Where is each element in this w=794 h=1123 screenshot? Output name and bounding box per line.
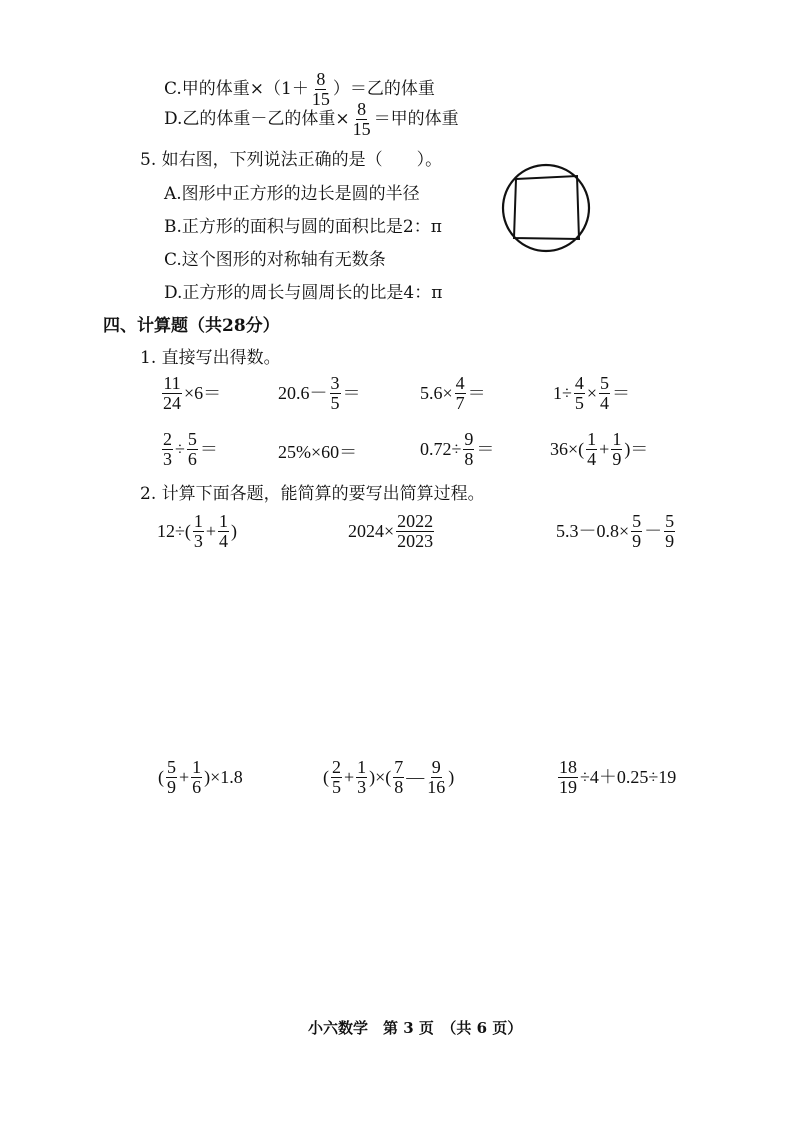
expr-operator: )×(	[369, 767, 392, 788]
circle-square-figure	[500, 162, 592, 254]
fraction-denominator: 4	[600, 392, 610, 413]
expr-1-2-a	[160, 430, 218, 469]
expr-operator: —	[406, 767, 425, 788]
expr-prefix: 0.72÷	[420, 439, 462, 460]
expr-1-1-a	[160, 374, 221, 413]
fraction-numerator: 1	[587, 429, 597, 449]
expr-operator: +	[179, 767, 190, 788]
expr-prefix: 1÷	[553, 383, 572, 404]
fraction-numerator: 2	[163, 429, 172, 449]
expr-1-2-d	[550, 430, 648, 469]
fraction-numerator: 1	[193, 511, 203, 531]
fraction-denominator: 15	[352, 118, 371, 139]
fraction-denominator: 24	[163, 392, 181, 413]
fraction-denominator: 5	[574, 392, 584, 413]
q5-option-b: B.正方形的面积与圆的面积比是2：π	[164, 217, 442, 237]
expr-2-2-c	[556, 758, 676, 797]
q4-option-c-suffix: ）＝乙的体重	[332, 78, 435, 99]
expr-rest: ＝	[199, 439, 218, 460]
expr-operator: ×	[586, 383, 598, 404]
fraction-numerator: 8	[357, 99, 367, 119]
expr-rest: ×6＝	[184, 383, 222, 404]
expr-operator: －	[644, 521, 663, 542]
expr-prefix: 36×(	[550, 439, 585, 460]
fraction-denominator: 3	[193, 530, 203, 551]
fraction-denominator: 7	[455, 392, 465, 413]
part-2-label: 2. 计算下面各题，能简算的要写出简算过程。	[140, 484, 485, 504]
fraction-denominator: 16	[427, 776, 446, 797]
expr-rest: ÷4＋0.25÷19	[580, 767, 677, 788]
fraction-denominator: 8	[394, 776, 404, 797]
fraction-denominator: 5	[332, 776, 341, 797]
inscribed-square-shape	[514, 176, 579, 239]
expr-rest: )	[448, 767, 455, 788]
fraction-denominator: 2023	[397, 530, 434, 551]
fraction-numerator: 9	[431, 757, 441, 777]
fraction-denominator: 9	[167, 776, 176, 797]
expr-prefix: 5.3－0.8×	[556, 521, 630, 542]
expr-2-1-b	[348, 512, 436, 551]
q4-option-d-fraction	[352, 100, 372, 139]
fraction-numerator: 11	[163, 373, 181, 393]
fraction-numerator: 3	[330, 373, 340, 393]
expr-1-2-c	[420, 430, 494, 469]
fraction-numerator: 7	[394, 757, 404, 777]
fraction-denominator: 3	[163, 448, 172, 469]
expr-prefix: (	[323, 767, 329, 788]
expr-prefix: 5.6×	[420, 383, 453, 404]
part-1-label: 1. 直接写出得数。	[140, 348, 281, 368]
q4-option-d-prefix: D.乙的体重－乙的体重×	[164, 108, 350, 129]
fraction-denominator: 4	[219, 530, 229, 551]
expr-rest: ＝	[612, 383, 631, 404]
q4-option-c-prefix: C.甲的体重×（1＋	[164, 78, 309, 99]
expr-prefix: 20.6－	[278, 383, 328, 404]
expr-rest: )	[231, 521, 238, 542]
q5-option-c: C.这个图形的对称轴有无数条	[164, 250, 386, 270]
expr-2-2-b	[323, 758, 454, 797]
fraction-denominator: 9	[632, 530, 642, 551]
section-4-title: 四、计算题（共28分）	[103, 316, 280, 336]
expr-rest: )×1.8	[204, 767, 243, 788]
expr-rest: ＝	[342, 383, 361, 404]
fraction-denominator: 8	[464, 448, 474, 469]
expr-prefix: 2024×	[348, 521, 395, 542]
fraction-numerator: 5	[600, 373, 610, 393]
fraction-numerator: 1	[612, 429, 622, 449]
fraction-numerator: 1	[357, 757, 367, 777]
fraction-denominator: 9	[665, 530, 675, 551]
expr-1-1-c	[420, 374, 486, 413]
fraction-denominator: 5	[330, 392, 340, 413]
expr-rest: ＝	[476, 439, 495, 460]
expr-operator: ÷	[175, 439, 185, 460]
fraction-denominator: 6	[192, 776, 202, 797]
fraction-numerator: 1	[192, 757, 202, 777]
expr-operator: +	[344, 767, 355, 788]
expr-prefix: 12÷(	[157, 521, 191, 542]
expr-rest: ＝	[467, 383, 486, 404]
expr-operator: +	[205, 521, 217, 542]
fraction-numerator: 2	[332, 757, 341, 777]
expr-operator: +	[599, 439, 610, 460]
expr-2-1-a	[157, 512, 237, 551]
expr-1-2-b: 25%×60＝	[278, 442, 358, 462]
fraction-denominator: 9	[612, 448, 622, 469]
fraction-denominator: 4	[587, 448, 597, 469]
q5-option-d: D.正方形的周长与圆周长的比是4：π	[164, 283, 443, 303]
fraction-numerator: 5	[665, 511, 675, 531]
fraction-numerator: 5	[187, 429, 197, 449]
fraction-denominator: 6	[187, 448, 197, 469]
fraction-numerator: 2022	[397, 511, 434, 531]
expr-1-1-b	[278, 374, 361, 413]
fraction-numerator: 4	[455, 373, 465, 393]
q5-option-a: A.图形中正方形的边长是圆的半径	[164, 184, 420, 204]
q5-stem: 5. 如右图，下列说法正确的是（ ）。	[140, 150, 443, 170]
fraction-numerator: 5	[632, 511, 642, 531]
q4-option-d-suffix: ＝甲的体重	[373, 108, 459, 129]
fraction-numerator: 18	[559, 757, 577, 777]
expr-prefix: (	[158, 767, 164, 788]
expr-rest: )＝	[624, 439, 649, 460]
q4-option-d	[164, 100, 459, 139]
expr-1-1-d	[553, 374, 630, 413]
fraction-numerator: 8	[316, 69, 326, 89]
fraction-numerator: 1	[219, 511, 229, 531]
fraction-numerator: 4	[574, 373, 584, 393]
expr-2-1-c	[556, 512, 677, 551]
fraction-denominator: 15	[311, 88, 330, 109]
expr-2-2-a	[158, 758, 243, 797]
fraction-denominator: 3	[357, 776, 367, 797]
fraction-denominator: 19	[559, 776, 577, 797]
fraction-numerator: 9	[464, 429, 474, 449]
page-footer: 小六数学 第 3 页 （共 6 页）	[308, 1019, 523, 1037]
fraction-numerator: 5	[167, 757, 176, 777]
